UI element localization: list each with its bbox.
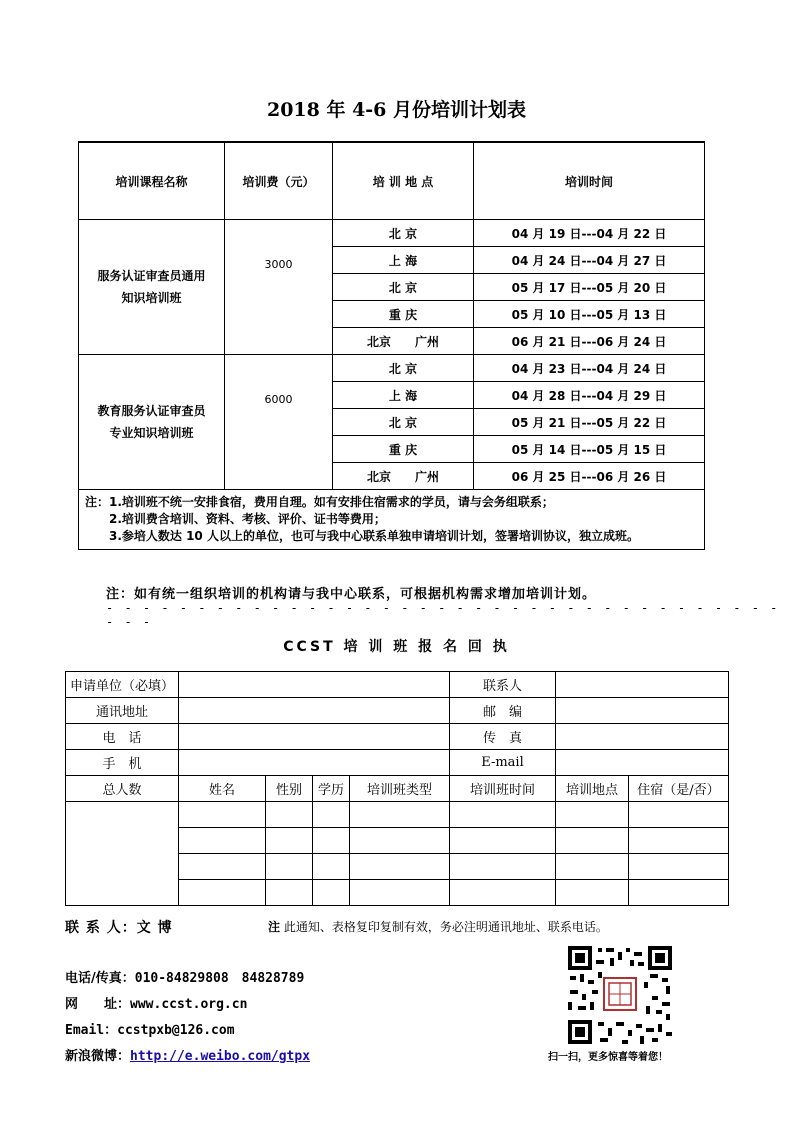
form-cell[interactable]: [350, 802, 450, 828]
course-fee: 6000: [225, 355, 333, 490]
column-gender: 性别: [266, 776, 313, 802]
form-cell[interactable]: [556, 854, 629, 880]
note-line: 2.培训费含培训、资料、考核、评价、证书等费用；: [109, 512, 386, 526]
copy-note: 注 此通知、表格复印复制有效，务必注明通讯地址、联系电话。: [268, 920, 608, 934]
form-cell[interactable]: [313, 854, 350, 880]
session-location: 北京 广州: [333, 328, 474, 355]
form-cell[interactable]: [629, 828, 729, 854]
schedule-notes: [79, 490, 705, 550]
session-location: 北 京: [333, 274, 474, 301]
address-field[interactable]: [179, 698, 450, 724]
form-cell[interactable]: [179, 802, 266, 828]
column-name: 姓名: [179, 776, 266, 802]
course-name: 教育服务认证审查员 专业知识培训班: [79, 355, 225, 490]
session-time: 04 月 19 日---04 月 22 日: [474, 220, 705, 247]
form-cell[interactable]: [266, 854, 313, 880]
plan-remark: 注：如有统一组织培训的机构请与我中心联系，可根据机构需求增加培训计划。: [106, 587, 597, 602]
header-time: 培训时间: [474, 142, 705, 220]
column-class-time: 培训班时间: [450, 776, 556, 802]
form-cell[interactable]: [556, 828, 629, 854]
postcode-field[interactable]: [556, 698, 729, 724]
session-time: 04 月 28 日---04 月 29 日: [474, 382, 705, 409]
session-location: 上 海: [333, 382, 474, 409]
form-cell[interactable]: [556, 802, 629, 828]
header-course: 培训课程名称: [79, 142, 225, 220]
form-cell[interactable]: [350, 854, 450, 880]
session-location: 重 庆: [333, 301, 474, 328]
applicant-unit-field[interactable]: [179, 672, 450, 698]
session-time: 05 月 14 日---05 月 15 日: [474, 436, 705, 463]
contact-person: 联 系 人：文 博: [65, 920, 173, 936]
contact-person-label: 联系人: [450, 672, 556, 698]
column-education: 学历: [313, 776, 350, 802]
table-row: [79, 355, 705, 382]
postcode-label: 邮 编: [450, 698, 556, 724]
session-time: 06 月 25 日---06 月 26 日: [474, 463, 705, 490]
address-label: 通讯地址: [66, 698, 179, 724]
contact-person-field[interactable]: [556, 672, 729, 698]
course-fee: 3000: [225, 220, 333, 355]
course-name: 服务认证审查员通用 知识培训班: [79, 220, 225, 355]
form-cell[interactable]: [450, 828, 556, 854]
form-cell[interactable]: [450, 880, 556, 906]
email-info: Email：ccstpxb@126.com: [65, 1023, 235, 1038]
session-time: 04 月 23 日---04 月 24 日: [474, 355, 705, 382]
fax-field[interactable]: [556, 724, 729, 750]
weibo-link[interactable]: http://e.weibo.com/gtpx: [130, 1049, 311, 1064]
session-time: 05 月 10 日---05 月 13 日: [474, 301, 705, 328]
mobile-label: 手 机: [66, 750, 179, 776]
total-count-field[interactable]: [66, 802, 179, 906]
form-cell[interactable]: [179, 828, 266, 854]
session-location: 北 京: [333, 355, 474, 382]
form-cell[interactable]: [629, 802, 729, 828]
session-time: 05 月 21 日---05 月 22 日: [474, 409, 705, 436]
registration-form-title: CCST 培 训 班 报 名 回 执: [283, 639, 510, 655]
session-location: 上 海: [333, 247, 474, 274]
phone-label: 电 话: [66, 724, 179, 750]
header-location: 培 训 地 点: [333, 142, 474, 220]
qr-code-icon: [566, 944, 674, 1046]
table-row: [79, 220, 705, 247]
page-title: 2018 年 4-6 月份培训计划表: [266, 99, 527, 121]
form-cell[interactable]: [629, 854, 729, 880]
applicant-unit-label: 申请单位（必填）: [66, 672, 179, 698]
form-cell[interactable]: [266, 880, 313, 906]
session-time: 04 月 24 日---04 月 27 日: [474, 247, 705, 274]
session-location: 北京 广州: [333, 463, 474, 490]
email-field[interactable]: [556, 750, 729, 776]
form-cell[interactable]: [179, 854, 266, 880]
column-lodging: 住宿（是/否）: [629, 776, 729, 802]
phone-info: 电话/传真：010-84829808 84828789: [65, 971, 305, 986]
email-link[interactable]: ccstpxb@126.com: [117, 1023, 235, 1038]
form-cell[interactable]: [179, 880, 266, 906]
column-total: 总人数: [66, 776, 179, 802]
form-cell[interactable]: [313, 880, 350, 906]
email-label: E-mail: [450, 750, 556, 776]
form-cell[interactable]: [629, 880, 729, 906]
form-cell[interactable]: [450, 802, 556, 828]
website-link[interactable]: www.ccst.org.cn: [130, 997, 248, 1012]
header-fee: 培训费（元）: [225, 142, 333, 220]
column-class-type: 培训班类型: [350, 776, 450, 802]
form-cell[interactable]: [350, 828, 450, 854]
website-info: 网 址：www.ccst.org.cn: [65, 997, 248, 1012]
form-cell[interactable]: [266, 828, 313, 854]
phone-field[interactable]: [179, 724, 450, 750]
registration-form-table: [65, 671, 729, 906]
note-line: 3.参培人数达 10 人以上的单位，也可与我中心联系单独申请培训计划，签署培训协议，独立成班。: [109, 529, 639, 543]
weibo-info: 新浪微博：http://e.weibo.com/gtpx: [65, 1049, 311, 1064]
mobile-field[interactable]: [179, 750, 450, 776]
cut-line: - - - - - - - - - - - - - - - - - - - - - - - - - - - - - - - - - - - - - - - -: [106, 601, 780, 629]
form-cell[interactable]: [313, 802, 350, 828]
qr-caption: 扫一扫，更多惊喜等着您！: [548, 1052, 668, 1063]
column-location: 培训地点: [556, 776, 629, 802]
session-location: 北 京: [333, 409, 474, 436]
form-cell[interactable]: [556, 880, 629, 906]
form-cell[interactable]: [350, 880, 450, 906]
form-cell[interactable]: [450, 854, 556, 880]
note-line: 注：1.培训班不统一安排食宿，费用自理。如有安排住宿需求的学员，请与会务组联系；: [85, 495, 554, 509]
form-cell[interactable]: [266, 802, 313, 828]
training-schedule-table: [78, 141, 705, 550]
form-cell[interactable]: [313, 828, 350, 854]
fax-label: 传 真: [450, 724, 556, 750]
session-time: 06 月 21 日---06 月 24 日: [474, 328, 705, 355]
session-time: 05 月 17 日---05 月 20 日: [474, 274, 705, 301]
session-location: 重 庆: [333, 436, 474, 463]
session-location: 北 京: [333, 220, 474, 247]
